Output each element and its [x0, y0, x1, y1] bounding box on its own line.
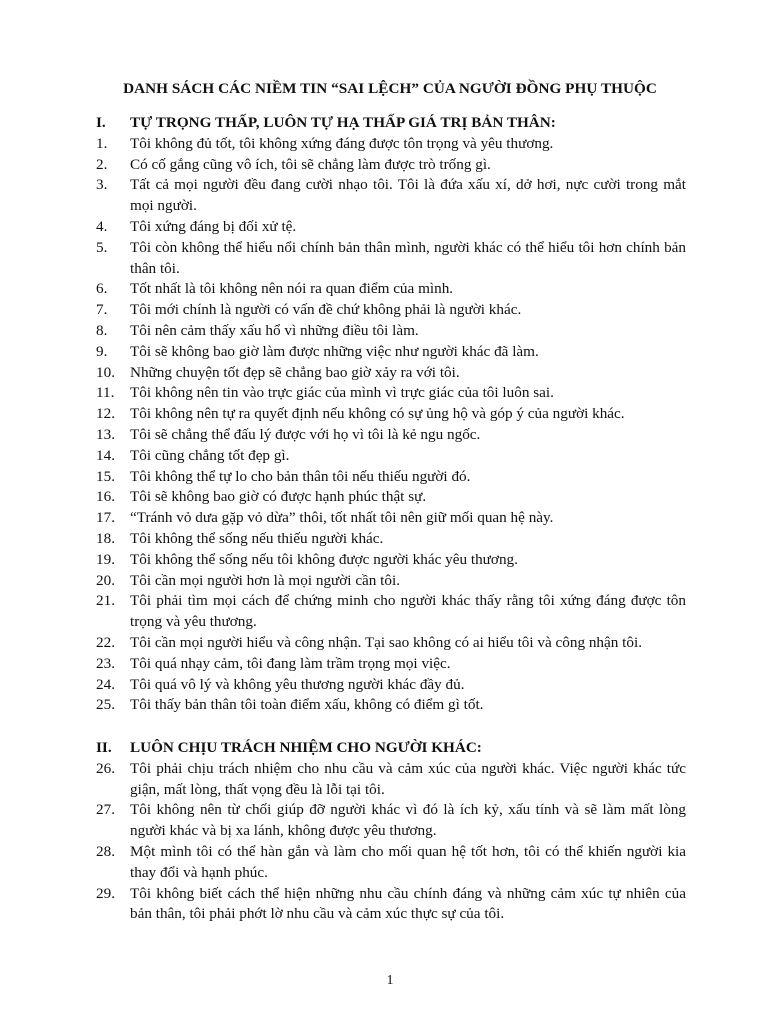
list-item-text: Tôi sẽ không bao giờ làm được những việc như người khác đã làm. — [130, 342, 539, 360]
list-item-text: Tôi quá vô lý và không yêu thương người khác đầy đủ. — [130, 675, 465, 693]
list-item — [96, 363, 686, 384]
list-item — [96, 759, 686, 801]
list-item — [96, 279, 686, 300]
list-item-text: Tôi mới chính là người có vấn đề chứ không phải là người khác. — [130, 301, 522, 319]
list-item-number: 25. — [96, 696, 115, 714]
list-item-text: Tôi không thể sống nếu thiếu người khác. — [130, 529, 384, 547]
list-item-text: Tôi phải tìm mọi cách để chứng minh cho người khác thấy rằng tôi xứng đáng được tôn trọng và yêu thương. — [130, 592, 686, 631]
list-item-number: 22. — [96, 633, 115, 651]
list-item-text: Tôi cũng chẳng tốt đẹp gì. — [130, 446, 290, 464]
list-item-number: 19. — [96, 550, 115, 568]
list-item-text: Tôi không thể tự lo cho bản thân tôi nếu thiếu người đó. — [130, 467, 471, 485]
list-item — [96, 134, 686, 155]
list-item-text: Tôi không nên từ chối giúp đỡ người khác vì đó là ích kỷ, xấu tính và sẽ làm mất lòng người khác và bị xa lánh, không được yêu thương. — [130, 801, 686, 840]
list-item-number: 27. — [96, 801, 115, 819]
list-item-text: “Tránh vỏ dưa gặp vỏ dừa” thôi, tốt nhất tôi nên giữ mối quan hệ này. — [130, 509, 554, 527]
list-item-number: 4. — [96, 217, 108, 235]
list-item-text: Tôi sẽ chẳng thể đấu lý được với họ vì tôi là kẻ ngu ngốc. — [130, 425, 481, 443]
list-item — [96, 842, 686, 884]
list-item-text: Tôi không nên tự ra quyết định nếu không có sự ủng hộ và góp ý của người khác. — [130, 405, 625, 423]
section-number: II. — [96, 739, 112, 756]
list-item-number: 3. — [96, 176, 108, 194]
section-1 — [96, 113, 686, 716]
list-item-number: 10. — [96, 363, 115, 381]
list-item — [96, 695, 686, 716]
list-item-number: 23. — [96, 654, 115, 672]
list-item-text: Tôi không nên tin vào trực giác của mình vì trực giác của tôi luôn sai. — [130, 384, 554, 402]
list-item-text: Tôi cần mọi người hơn là mọi người cần tôi. — [130, 571, 401, 589]
list-item — [96, 884, 686, 926]
list-item-number: 8. — [96, 321, 108, 339]
list-item-number: 17. — [96, 509, 115, 527]
list-item-text: Tôi phải chịu trách nhiệm cho nhu cầu và cảm xúc của người khác. Việc người khác tức giận, mất lòng, thất vọng đều là lỗi tại tôi. — [130, 759, 686, 798]
list-item-text: Tôi còn không thể hiểu nổi chính bản thân mình, người khác có thể hiểu tôi hơn chính bản thân tôi. — [130, 238, 686, 277]
list-item-text: Tôi nên cảm thấy xấu hổ vì những điều tôi làm. — [130, 321, 419, 339]
list-item-text: Một mình tôi có thể hàn gắn và làm cho mối quan hệ tốt hơn, tôi có thể khiến người kia thay đổi và hạnh phúc. — [130, 842, 686, 881]
list-item-number: 21. — [96, 592, 115, 610]
list-item — [96, 529, 686, 550]
list-item-text: Tôi sẽ không bao giờ có được hạnh phúc thật sự. — [130, 488, 427, 506]
list-item-number: 24. — [96, 675, 115, 693]
list-item — [96, 238, 686, 280]
list-item-text: Tôi cần mọi người hiểu và công nhận. Tại sao không có ai hiểu tôi và công nhận tôi. — [130, 633, 642, 651]
list-item-number: 18. — [96, 529, 115, 547]
list-item — [96, 508, 686, 529]
list-item — [96, 800, 686, 842]
page-title: DANH SÁCH CÁC NIỀM TIN “SAI LỆCH” CỦA NGƯỜI ĐỒNG PHỤ THUỘC — [123, 80, 657, 97]
list-item-number: 20. — [96, 571, 115, 589]
list-item-text: Có cố gắng cũng vô ích, tôi sẽ chẳng làm được trò trống gì. — [130, 155, 491, 173]
list-item-number: 16. — [96, 488, 115, 506]
list-item-text: Tất cả mọi người đều đang cười nhạo tôi. Tôi là đứa xấu xí, dở hơi, nực cười trong mắt mọi người. — [130, 176, 686, 215]
list-item — [96, 633, 686, 654]
list-item — [96, 342, 686, 363]
list-item-number: 1. — [96, 134, 108, 152]
list-item-number: 6. — [96, 280, 108, 298]
section-number: I. — [96, 114, 106, 131]
list-item — [96, 404, 686, 425]
list-item — [96, 675, 686, 696]
list-item — [96, 217, 686, 238]
list-item — [96, 383, 686, 404]
list-item-text: Những chuyện tốt đẹp sẽ chẳng bao giờ xảy ra với tôi. — [130, 363, 460, 381]
list-item — [96, 321, 686, 342]
list-item — [96, 487, 686, 508]
list-item — [96, 300, 686, 321]
list-item — [96, 175, 686, 217]
list-item — [96, 425, 686, 446]
list-item-number: 9. — [96, 342, 108, 360]
section-heading — [96, 113, 686, 134]
list-item — [96, 571, 686, 592]
list-item-text: Tôi xứng đáng bị đối xử tệ. — [130, 217, 297, 235]
list-item — [96, 155, 686, 176]
list-item — [96, 654, 686, 675]
list-item-text: Tốt nhất là tôi không nên nói ra quan điểm của mình. — [130, 280, 454, 298]
list-item-number: 12. — [96, 405, 115, 423]
list-item-number: 13. — [96, 425, 115, 443]
list-item-number: 5. — [96, 238, 108, 256]
list-item-number: 26. — [96, 759, 115, 777]
list-item-number: 7. — [96, 301, 108, 319]
list-item-text: Tôi không biết cách thể hiện những nhu cầu chính đáng và những cảm xúc tự nhiên của bản thân, tôi phải phớt lờ nhu cầu và cảm xúc thực sự của tôi. — [130, 884, 686, 923]
list-item-text: Tôi không thể sống nếu tôi không được người khác yêu thương. — [130, 550, 518, 568]
list-item-text: Tôi thấy bản thân tôi toàn điểm xấu, không có điểm gì tốt. — [130, 696, 484, 714]
list-item-text: Tôi quá nhạy cảm, tôi đang làm trầm trọng mọi việc. — [130, 654, 451, 672]
list-item — [96, 591, 686, 633]
list-item-number: 29. — [96, 884, 115, 902]
list-item — [96, 550, 686, 571]
section-heading — [96, 738, 686, 759]
list-item-number: 2. — [96, 155, 108, 173]
list-item-number: 28. — [96, 842, 115, 860]
section-title: TỰ TRỌNG THẤP, LUÔN TỰ HẠ THẤP GIÁ TRỊ BẢN THÂN: — [130, 114, 556, 131]
list-item-text: Tôi không đủ tốt, tôi không xứng đáng được tôn trọng và yêu thương. — [130, 134, 554, 152]
section-title: LUÔN CHỊU TRÁCH NHIỆM CHO NGƯỜI KHÁC: — [130, 739, 482, 756]
list-item-number: 15. — [96, 467, 115, 485]
list-item — [96, 467, 686, 488]
list-item-number: 14. — [96, 446, 115, 464]
list-item — [96, 446, 686, 467]
section-2 — [96, 738, 686, 925]
list-item-number: 11. — [96, 384, 115, 402]
page-number: 1 — [386, 973, 394, 988]
